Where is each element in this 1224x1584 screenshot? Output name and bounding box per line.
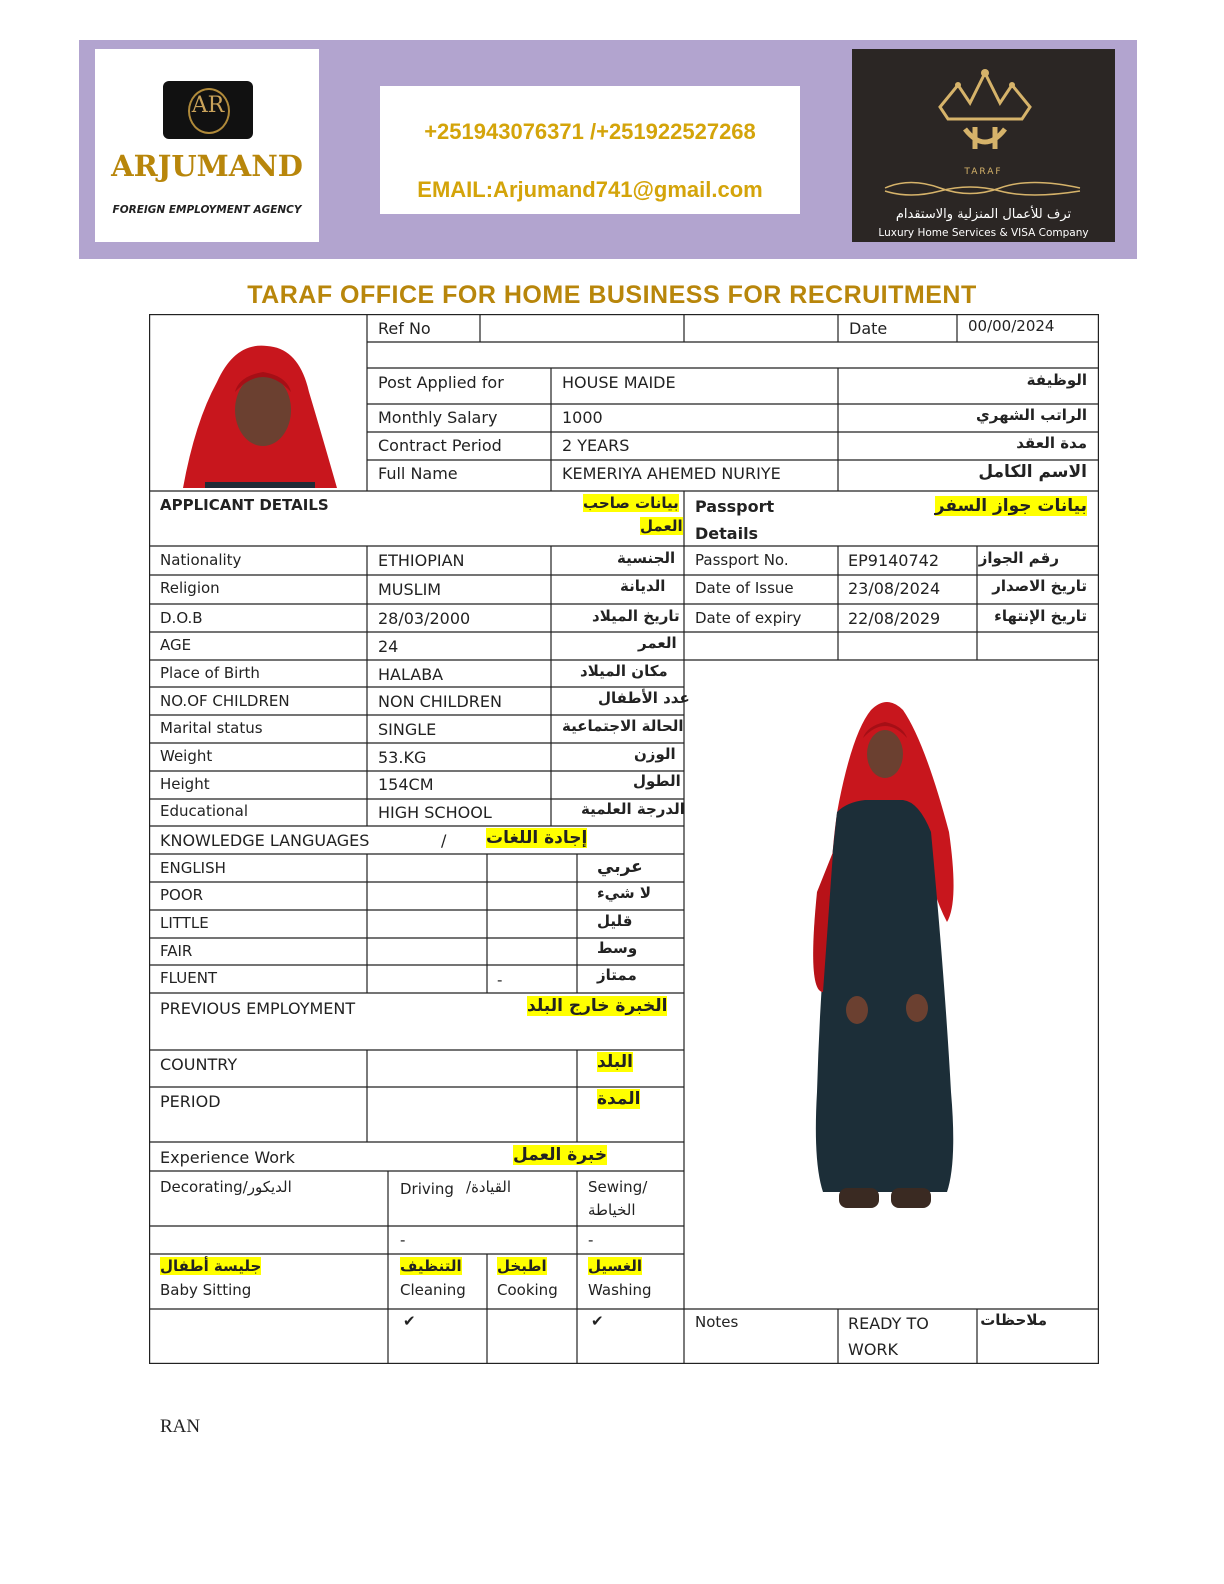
taraf-small-caps: TARAF: [964, 167, 1003, 177]
notes-value-line1: READY TO: [848, 1314, 929, 1333]
name-value: KEMERIYA AHEMED NURIYE: [562, 464, 781, 483]
religion-ar: الديانة: [620, 577, 666, 595]
passport-no-ar: رقم الجواز: [978, 549, 1059, 567]
contract-value: 2 YEARS: [562, 436, 630, 455]
post-value: HOUSE MAIDE: [562, 373, 676, 392]
passport-no-value: EP9140742: [848, 551, 940, 570]
employment-heading-ar: الخبرة خارج البلد: [527, 996, 668, 1016]
post-label-ar: الوظيفة: [1026, 371, 1087, 389]
languages-slash: /: [441, 831, 447, 850]
age-label: AGE: [160, 636, 192, 654]
applicant-heading: APPLICANT DETAILS: [160, 496, 329, 514]
children-label: NO.OF CHILDREN: [160, 692, 290, 710]
lang-fair-ar: وسط: [597, 939, 638, 957]
marital-label: Marital status: [160, 719, 263, 737]
contact-box: [380, 86, 800, 214]
lang-poor-ar: لا شيء: [597, 884, 651, 902]
cleaning-label: Cleaning: [400, 1281, 466, 1299]
notes-ar: ملاحظات: [980, 1311, 1047, 1329]
lang-fluent-ar: ممتاز: [597, 966, 637, 984]
date-value: 00/00/2024: [968, 317, 1055, 335]
ornament-icon: [880, 177, 1087, 199]
contract-label-ar: مدة العقد: [1016, 434, 1087, 452]
monogram-text: AR: [191, 93, 225, 118]
education-ar: الدرجة العلمية: [581, 800, 685, 818]
languages-heading: KNOWLEDGE LANGUAGES: [160, 831, 370, 850]
name-label: Full Name: [378, 464, 458, 483]
ar-monogram-icon: [163, 81, 253, 139]
religion-value: MUSLIM: [378, 580, 442, 599]
taraf-logo: [852, 49, 1115, 242]
height-value: 154CM: [378, 775, 434, 794]
weight-value: 53.KG: [378, 748, 427, 767]
applicant-headshot: [175, 332, 345, 488]
expiry-ar: تاريخ الإنتهاء: [994, 607, 1087, 625]
experience-heading: Experience Work: [160, 1148, 295, 1167]
country-label: COUNTRY: [160, 1055, 238, 1074]
lang-fluent-label: FLUENT: [160, 969, 218, 987]
name-label-ar: الاسم الكامل: [978, 462, 1087, 482]
brand-tagline: FOREIGN EMPLOYMENT AGENCY: [112, 204, 302, 216]
cleaning-check-icon: ✔: [403, 1312, 416, 1330]
notes-value-line2: WORK: [848, 1340, 899, 1359]
lang-english-label: ENGLISH: [160, 859, 226, 877]
date-label: Date: [849, 319, 888, 338]
washing-check-icon: ✔: [591, 1312, 604, 1330]
brand-name: ARJUMAND: [111, 149, 303, 183]
driving-label: Driving: [400, 1180, 454, 1198]
sewing-dash: -: [588, 1231, 594, 1249]
cooking-label: Cooking: [497, 1281, 558, 1299]
contract-label: Contract Period: [378, 436, 502, 455]
experience-heading-ar: خبرة العمل: [513, 1145, 608, 1165]
passport-heading-1: Passport: [695, 497, 775, 516]
lang-fluent-mark: -: [497, 971, 503, 989]
driving-label-ar: /القيادة: [466, 1178, 512, 1196]
issue-value: 23/08/2024: [848, 579, 941, 598]
languages-heading-ar: إجادة اللغات: [486, 828, 588, 848]
dob-label: D.O.B: [160, 609, 203, 627]
page-title: TARAF OFFICE FOR HOME BUSINESS FOR RECRUITMENT: [247, 281, 977, 309]
country-ar: البلد: [597, 1052, 633, 1072]
passport-heading-2: Details: [695, 524, 759, 543]
marital-value: SINGLE: [378, 720, 437, 739]
education-label: Educational: [160, 802, 249, 820]
lang-little-ar: قليل: [597, 912, 633, 930]
period-ar: المدة: [597, 1089, 641, 1109]
driving-dash: -: [400, 1231, 406, 1249]
salary-value: 1000: [562, 408, 603, 427]
post-label: Post Applied for: [378, 373, 504, 392]
birthplace-value: HALABA: [378, 665, 444, 684]
applicant-heading-ar-2: العمل: [640, 517, 683, 535]
birthplace-ar: مكان الميلاد: [580, 662, 668, 680]
baby-sitting-ar: جليسة أطفال: [160, 1257, 262, 1275]
notes-label: Notes: [695, 1313, 739, 1331]
nationality-value: ETHIOPIAN: [378, 551, 465, 570]
baby-sitting-label: Baby Sitting: [160, 1281, 252, 1299]
age-value: 24: [378, 637, 399, 656]
passport-heading-ar: بيانات جواز السفر: [934, 496, 1087, 516]
applicant-heading-ar-1: بيانات صاحب: [583, 494, 679, 512]
employment-heading: PREVIOUS EMPLOYMENT: [160, 999, 356, 1018]
dob-value: 28/03/2000: [378, 609, 471, 628]
height-ar: الطول: [633, 772, 681, 790]
height-label: Height: [160, 775, 210, 793]
taraf-arabic-name: ترف للأعمال المنزلية والاستقدام: [895, 207, 1072, 222]
age-ar: العمر: [638, 634, 677, 652]
marital-ar: الحالة الاجتماعية: [562, 717, 684, 735]
issue-label: Date of Issue: [695, 579, 794, 597]
application-form: [149, 314, 1099, 1364]
taraf-english-name: Luxury Home Services & VISA Company: [878, 227, 1089, 239]
sewing-label-ar: الخياطة: [588, 1201, 636, 1219]
arjumand-logo: [95, 49, 319, 242]
passport-no-label: Passport No.: [695, 551, 789, 569]
cleaning-ar: التنظيف: [400, 1257, 462, 1275]
washing-ar: الغسيل: [588, 1257, 643, 1275]
education-value: HIGH SCHOOL: [378, 803, 492, 822]
contact-phone: +251943076371 /+251922527268: [424, 119, 756, 144]
lang-poor-label: POOR: [160, 886, 204, 904]
salary-label-ar: الراتب الشهري: [976, 406, 1087, 424]
expiry-value: 22/08/2029: [848, 609, 941, 628]
nationality-label: Nationality: [160, 551, 242, 569]
period-label: PERIOD: [160, 1092, 221, 1111]
cooking-ar: اطبخل: [497, 1257, 547, 1275]
nationality-ar: الجنسية: [617, 549, 676, 567]
applicant-full-body-photo: [799, 692, 971, 1224]
lang-english-ar: عربي: [597, 857, 643, 877]
salary-label: Monthly Salary: [378, 408, 498, 427]
dob-ar: تاريخ الميلاد: [592, 607, 680, 625]
children-ar: عدد الأطفال: [598, 689, 690, 707]
issue-ar: تاريخ الاصدار: [992, 577, 1087, 595]
weight-ar: الوزن: [634, 745, 676, 763]
crown-icon: [930, 67, 1040, 157]
religion-label: Religion: [160, 579, 220, 597]
decorating-label: Decorating/الديكور: [160, 1178, 292, 1196]
ref-no-field[interactable]: [481, 315, 683, 341]
ref-no-label: Ref No: [378, 319, 431, 338]
lang-fair-label: FAIR: [160, 942, 193, 960]
washing-label: Washing: [588, 1281, 652, 1299]
footer-initials: RAN: [160, 1416, 201, 1437]
contact-email: EMAIL:Arjumand741@gmail.com: [417, 177, 763, 202]
birthplace-label: Place of Birth: [160, 664, 260, 682]
lang-little-label: LITTLE: [160, 914, 209, 932]
expiry-label: Date of expiry: [695, 609, 802, 627]
children-value: NON CHILDREN: [378, 692, 502, 711]
sewing-label: Sewing/: [588, 1178, 648, 1196]
weight-label: Weight: [160, 747, 213, 765]
